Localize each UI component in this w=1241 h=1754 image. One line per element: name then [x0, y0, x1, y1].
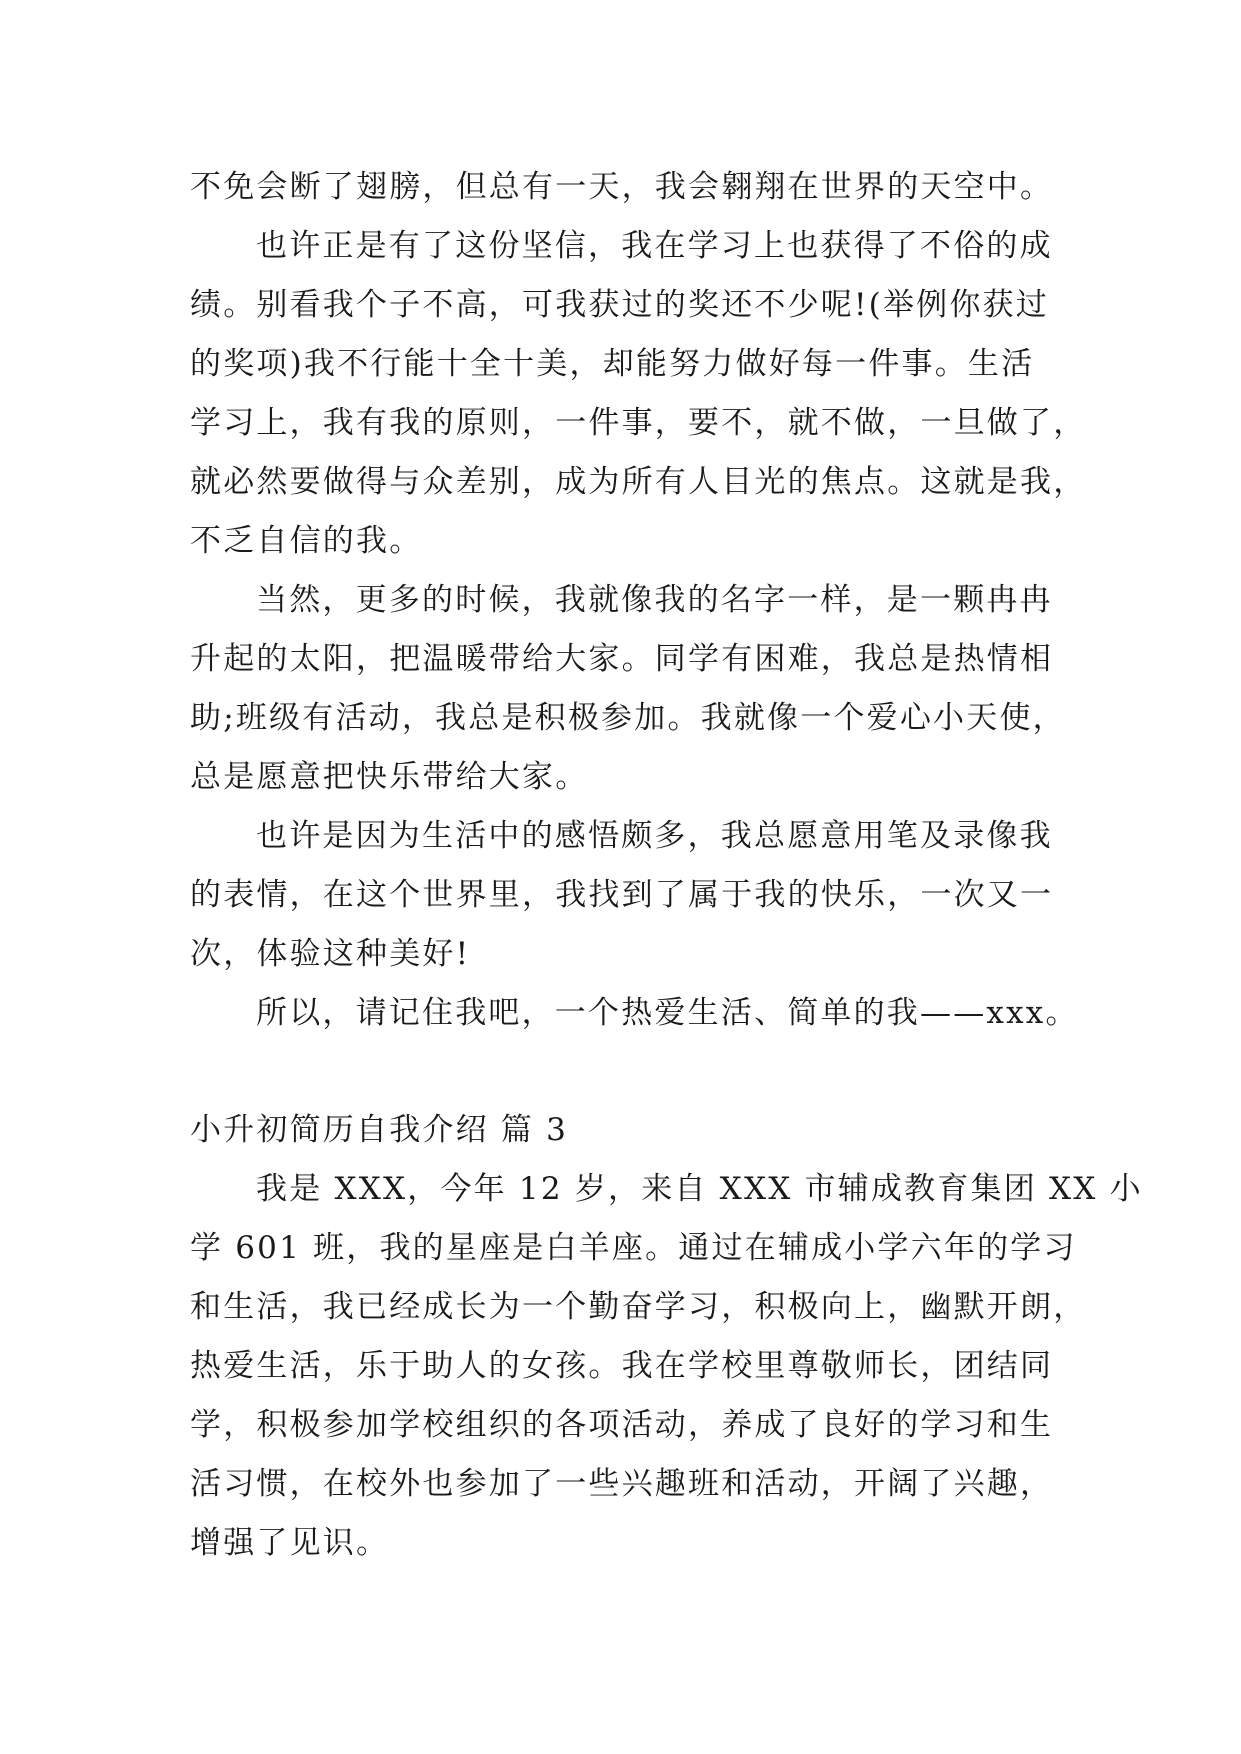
text-line: 学习上，我有我的原则，一件事，要不，就不做，一旦做了，: [190, 405, 1087, 441]
text-line: 助;班级有活动，我总是积极参加。我就像一个爱心小天使，: [190, 700, 1066, 736]
text-line: 当然，更多的时候，我就像我的名字一样，是一颗冉冉: [256, 582, 1053, 618]
text-line: 热爱生活，乐于助人的女孩。我在学校里尊敬师长，团结同: [190, 1348, 1054, 1384]
text-line: 不乏自信的我。: [190, 523, 423, 559]
text-line: 增强了见识。: [190, 1525, 390, 1561]
text-line: 总是愿意把快乐带给大家。: [190, 759, 589, 795]
text-line: 我是 XXX，今年 12 岁，来自 XXX 市辅成教育集团 XX 小: [256, 1171, 1143, 1207]
paragraph: [190, 984, 1079, 1043]
text-line: 次，体验这种美好!: [190, 936, 471, 972]
text-line: 不免会断了翅膀，但总有一天，我会翱翔在世界的天空中。: [190, 169, 1054, 205]
text-line: 也许正是有了这份坚信，我在学习上也获得了不俗的成: [256, 228, 1053, 264]
continuation-paragraph: [190, 158, 1060, 217]
text-line: 也许是因为生活中的感悟颇多，我总愿意用笔及录像我: [256, 818, 1053, 854]
text-line: 绩。别看我个子不高，可我获过的奖还不少呢!(举例你获过: [190, 287, 1049, 323]
text-line: 学 601 班，我的星座是白羊座。通过在辅成小学六年的学习: [190, 1230, 1077, 1266]
text-line: 的奖项)我不行能十全十美，却能努力做好每一件事。生活: [190, 346, 1035, 382]
section-heading: 小升初简历自我介绍 篇 3: [190, 1112, 569, 1148]
text-line: 升起的太阳，把温暖带给大家。同学有困难，我总是热情相: [190, 641, 1054, 677]
text-line: 和生活，我已经成长为一个勤奋学习，积极向上，幽默开朗，: [190, 1289, 1087, 1325]
text-line: 活习惯，在校外也参加了一些兴趣班和活动，开阔了兴趣，: [190, 1466, 1054, 1502]
paragraph: [190, 1160, 1143, 1573]
paragraph: [190, 217, 1087, 571]
text-line: 的表情，在这个世界里，我找到了属于我的快乐，一次又一: [190, 877, 1054, 913]
paragraph: [190, 571, 1066, 807]
document-body: [190, 158, 1143, 1573]
text-line: 所以，请记住我吧，一个热爱生活、简单的我——xxx。: [256, 995, 1079, 1031]
text-line: 就必然要做得与众差别，成为所有人目光的焦点。这就是我，: [190, 464, 1087, 500]
text-line: 学，积极参加学校组织的各项活动，养成了良好的学习和生: [190, 1407, 1054, 1443]
paragraph: [190, 807, 1060, 984]
